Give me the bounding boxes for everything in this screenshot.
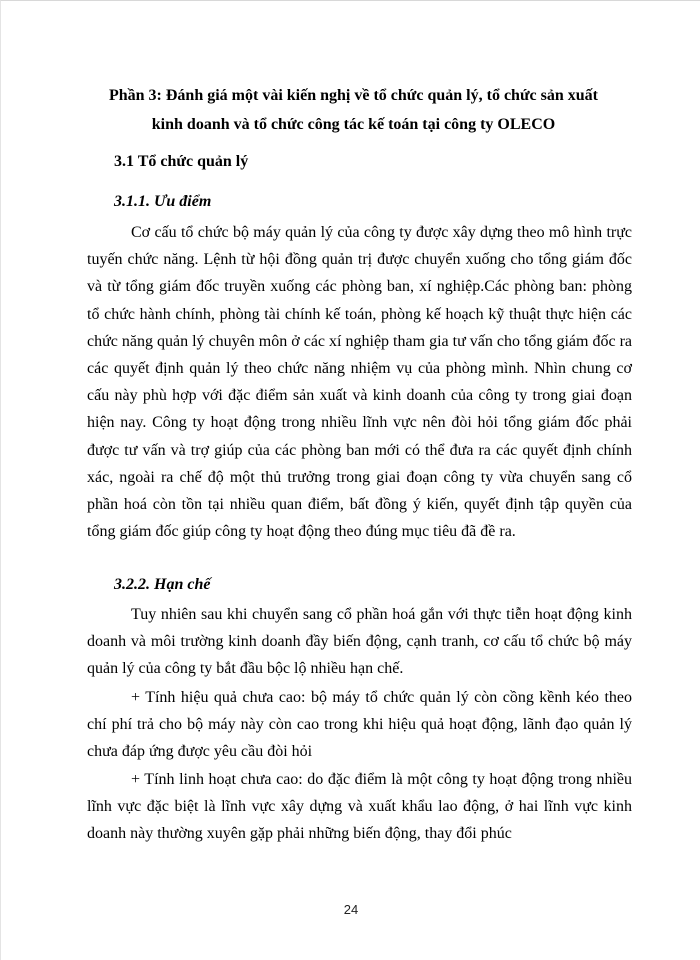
paragraph-efficiency: + Tính hiệu quả chưa cao: bộ máy tổ chức quản lý còn cồng kềnh kéo theo chí phí trả cho bộ máy này còn cao trong khi hiệu quả hoạt động, lãnh đạo quản lý chưa đáp ứng được yêu cầu đòi hỏi [87,689,632,761]
paragraph-advantages: Cơ cấu tổ chức bộ máy quản lý của công ty được xây dựng theo mô hình trực tuyến chức năng. Lệnh từ hội đồng quản trị được chuyển xuống cho tổng giám đốc và từ tổng giám đốc truyền xuống các phòng ban, xí nghiệp.Các phòng ban: phòng tổ chức hành chính, phòng tài chính kế toán, phòng kế hoạch kỹ thuật thực hiện các chức năng quản lý chuyên môn ở các xí nghiệp tham gia tư vấn cho tổng giám đốc ra các quyết định quản lý theo chức năng nhiệm vụ của phòng mình. Nhìn chung cơ cấu này phù hợp với đặc điểm sản xuất và kinh doanh của công ty trong giai đoạn hiện nay. Công ty hoạt động trong nhiều lĩnh vực nên đòi hỏi tổng giám đốc phải được tư vấn và trợ giúp của các phòng ban mới có thể đưa ra các quyết định chính xác, ngoài ra chế độ một thủ trưởng trong giai đoạn công ty vừa chuyển sang cổ phần hoá còn tồn tại nhiều quan điểm, bất đồng ý kiến, quyết định tập quyền của tổng giám đốc giúp công ty hoạt động theo đúng mục tiêu đã đề ra. [87,224,632,541]
subsection-heading-limitations: 3.2.2. Hạn chế [114,576,211,593]
paragraph-limitations: Tuy nhiên sau khi chuyển sang cổ phần hoá gắn với thực tiễn hoạt động kinh doanh và môi trường kinh doanh đầy biến động, cạnh tranh, cơ cấu tổ chức bộ máy quản lý của công ty bắt đầu bộc lộ nhiều hạn chế. [87,606,632,678]
title-line-1: Phần 3: Đánh giá một vài kiến nghị về tổ chức quản lý, tổ chức sản xuất [108,87,599,104]
paragraph-flexibility: + Tính linh hoạt chưa cao: do đặc điểm là một công ty hoạt động trong nhiều lĩnh vực đặc biệt là lĩnh vực xây dựng và xuất khẩu lao động, ở hai lĩnh vực kinh doanh này thường xuyên gặp phải những biến động, thay đổi phúc [87,771,632,843]
title-line-2: kinh doanh và tổ chức công tác kế toán tại công ty OLECO [151,116,556,133]
section-heading: 3.1 Tổ chức quản lý [114,153,249,170]
page-number: 24 [343,902,359,917]
subsection-heading-advantages: 3.1.1. Ưu điểm [114,193,212,210]
document-title [81,81,626,139]
